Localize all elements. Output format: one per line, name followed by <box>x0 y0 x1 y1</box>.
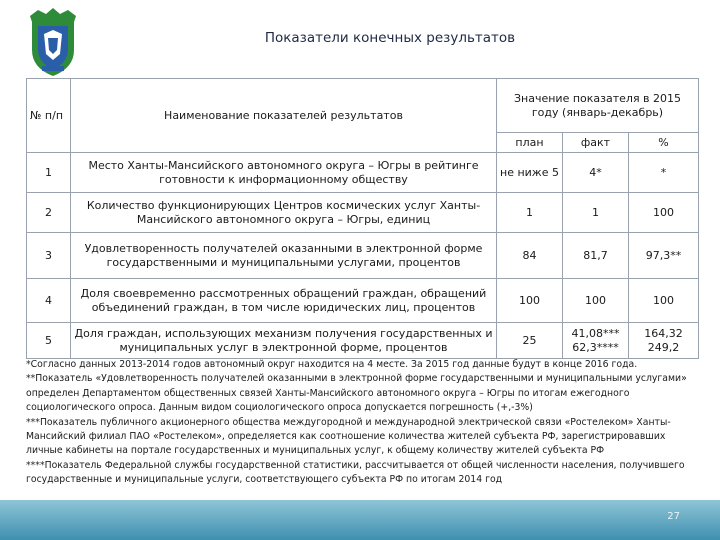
row-number: 3 <box>27 233 71 279</box>
row-name: Количество функционирующих Центров космических услуг Ханты-Мансийского автономного округа – Югры, единиц <box>71 193 497 233</box>
header-number: № п/п <box>27 79 71 153</box>
row-name: Доля граждан, использующих механизм получения государственных и муниципальных услуг в электронной форме, процентов <box>71 323 497 359</box>
row-percent-value-1: 164,32 <box>644 326 683 340</box>
row-fact <box>563 323 629 359</box>
row-percent: * <box>629 153 699 193</box>
row-name: Доля своевременно рассмотренных обращений граждан, обращений объединений граждан, в том числе юридических лиц, процентов <box>71 279 497 323</box>
header-plan: план <box>497 133 563 153</box>
footnote-3: ***Показатель публичного акционерного общества междугородной и международной электрической связи «Ростелеком» Ханты-Мансийский филиал ПАО «Ростелеком», определяется как соотношение количества жителей субъекта РФ, зарегистрировавших личные кабинеты на портале государственных и муниципальных услуг, к общему количеству жителей субъекта РФ <box>26 416 671 457</box>
header-percent: % <box>629 133 699 153</box>
footnote-2: **Показатель «Удовлетворенность получателей оказанными в электронной форме государственными и муниципальными услугами» определен Департаментом общественных связей Ханты-Мансийского автономного округа – Югры по итогам ежегодного социологического опроса. Данным видом социологического опроса допускается погрешность (+,-3%) <box>26 373 687 414</box>
footer-band <box>0 500 720 540</box>
row-percent-value-2: 249,2 <box>647 340 680 354</box>
footnote-4: ****Показатель Федеральной службы государственной статистики, рассчитывается от общей численности населения, получившего государственные и муниципальные услуги, соответствующего субъекта РФ по итогам 2014 год <box>26 459 685 486</box>
row-number: 4 <box>27 279 71 323</box>
row-plan: не ниже 5 <box>497 153 563 193</box>
header-fact: факт <box>563 133 629 153</box>
footnote-1: *Согласно данных 2013-2014 годов автономный округ находится на 4 месте. За 2015 год данные будут в конце 2016 года. <box>26 359 638 370</box>
coat-of-arms-icon <box>22 6 84 78</box>
table-row <box>27 279 699 323</box>
row-percent <box>629 323 699 359</box>
row-plan: 1 <box>497 193 563 233</box>
table-row <box>27 153 699 193</box>
table-row <box>27 233 699 279</box>
row-percent: 100 <box>629 193 699 233</box>
page-number: 27 <box>667 511 680 522</box>
row-number: 1 <box>27 153 71 193</box>
row-percent: 97,3** <box>629 233 699 279</box>
row-percent: 100 <box>629 279 699 323</box>
results-table <box>26 78 698 359</box>
header-name: Наименование показателей результатов <box>71 79 497 153</box>
row-number: 2 <box>27 193 71 233</box>
row-plan: 100 <box>497 279 563 323</box>
row-fact: 1 <box>563 193 629 233</box>
page-title: Показатели конечных результатов <box>264 30 516 46</box>
table-row <box>27 193 699 233</box>
header-value-group: Значение показателя в 2015 году (январь-декабрь) <box>497 79 699 133</box>
table-row <box>27 323 699 359</box>
footnotes <box>26 358 702 488</box>
row-fact-value-1: 41,08*** <box>571 326 620 340</box>
row-plan: 25 <box>497 323 563 359</box>
row-plan: 84 <box>497 233 563 279</box>
row-name: Место Ханты-Мансийского автономного округа – Югры в рейтинге готовности к информационному обществу <box>71 153 497 193</box>
row-fact: 4* <box>563 153 629 193</box>
row-fact: 81,7 <box>563 233 629 279</box>
row-number: 5 <box>27 323 71 359</box>
row-fact: 100 <box>563 279 629 323</box>
row-name: Удовлетворенность получателей оказанными в электронной форме государственными и муниципальными услугами, процентов <box>71 233 497 279</box>
row-fact-value-2: 62,3**** <box>572 340 619 354</box>
